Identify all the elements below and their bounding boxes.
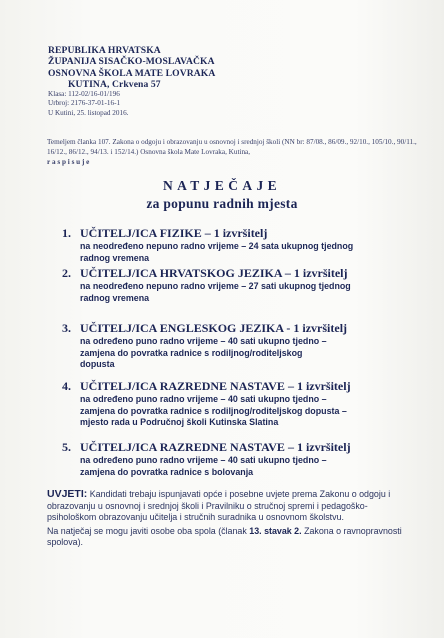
page-subtitle: za popunu radnih mjesta xyxy=(146,196,298,211)
position-number: 2. xyxy=(62,266,71,280)
position-description xyxy=(80,336,422,371)
position-line: na određeno puno radno vrijeme – 40 sati ukupno tjedno – xyxy=(80,455,327,465)
position-heading xyxy=(62,226,422,241)
position-line: zamjena do povratka radnice s rodiljnog/roditeljskog dopusta – xyxy=(80,405,347,416)
position-line: dopusta xyxy=(80,359,115,369)
position-line: na određeno puno radno vrijeme – 40 sati ukupno tjedno – xyxy=(80,336,327,346)
equality-note-suffix: Zakona o ravnopravnosti spolova). xyxy=(47,525,402,547)
position-heading xyxy=(62,379,422,394)
conditions-label: UVJETI: xyxy=(47,488,88,500)
position-line: na neodređeno nepuno radno vrijeme – 27 sati ukupnog tjednog xyxy=(80,281,351,291)
page-title: NATJEČAJE xyxy=(162,178,282,193)
position-description xyxy=(80,241,422,264)
position-line: zamjena do povratka radnice s bolovanja xyxy=(80,466,254,477)
conditions-text: Kandidati trebaju ispunjavati opće i posebne uvjete prema Zakonu o odgoju i obrazovanju u osnovnoj i srednjoj školi i Pravilniku o stručnoj spremi i pedagoško-psihološkom obrazovanju učitelja i stručnih suradnika u osnovnom školstvu. xyxy=(47,489,391,522)
legal-intro xyxy=(47,138,417,167)
header-republic: REPUBLIKA HRVATSKA xyxy=(48,45,161,56)
conditions-section xyxy=(47,489,407,549)
position-item-4 xyxy=(62,379,422,429)
equality-note xyxy=(47,526,407,549)
header-klasa: Klasa: 112-02/16-01/196 xyxy=(48,90,120,99)
position-line: zamjena do povratka radnice s rodiljnog/roditeljskog xyxy=(80,347,303,358)
position-line: radnog vremena xyxy=(80,252,150,263)
equality-note-prefix: Na natječaj se mogu javiti osobe oba spola (članak xyxy=(47,525,247,536)
position-line: na određeno puno radno vrijeme – 40 sati ukupno tjedno – xyxy=(80,394,327,404)
conditions-paragraph xyxy=(47,489,407,524)
position-item-5 xyxy=(62,440,422,478)
header-school: OSNOVNA ŠKOLA MATE LOVRAKA xyxy=(48,67,216,79)
position-heading xyxy=(62,321,422,336)
position-item-2 xyxy=(62,266,422,304)
header-urbroj: Urbroj: 2176-37-01-16-1 xyxy=(48,99,121,108)
position-title: UČITELJ/ICA RAZREDNE NASTAVE – 1 izvršitelj xyxy=(80,379,351,393)
position-title: UČITELJ/ICA RAZREDNE NASTAVE – 1 izvršitelj xyxy=(80,440,351,454)
position-number: 1. xyxy=(62,226,71,240)
position-number: 4. xyxy=(62,379,71,393)
position-item-3 xyxy=(62,321,422,371)
legal-intro-verb: raspisuje xyxy=(47,157,92,166)
position-number: 5. xyxy=(62,440,71,454)
header-address: KUTINA, Crkvena 57 xyxy=(68,78,161,90)
header-date: U Kutini, 25. listopad 2016. xyxy=(48,108,129,117)
letterhead xyxy=(48,45,408,118)
equality-note-ref: 13. stavak 2. xyxy=(249,525,302,536)
position-line: radnog vremena xyxy=(80,292,150,303)
position-line: mjesto rada u Područnoj školi Kutinska Slatina xyxy=(80,417,279,427)
position-title: UČITELJ/ICA FIZIKE – 1 izvršitelj xyxy=(80,226,268,240)
header-county: ŽUPANIJA SISAČKO-MOSLAVAČKA xyxy=(48,56,215,68)
position-item-1 xyxy=(62,226,422,264)
position-description xyxy=(80,455,422,478)
position-heading xyxy=(62,440,422,455)
legal-intro-text: Temeljem članka 107. Zakona o odgoju i obrazovanju u osnovnoj i srednjoj školi (NN br: 87/08., 86/09., 92/10., 105/10., 90/11., 16/12., 86/12., 94/13. i 152/14.) Osnovna škola Mate Lovraka, Kutina, xyxy=(47,138,417,156)
position-number: 3. xyxy=(62,321,71,335)
position-title: UČITELJ/ICA ENGLESKOG JEZIKA - 1 izvršitelj xyxy=(80,321,348,335)
position-description xyxy=(80,394,422,429)
position-title: UČITELJ/ICA HRVATSKOG JEZIKA – 1 izvršitelj xyxy=(80,266,348,280)
position-line: na neodređeno nepuno radno vrijeme – 24 sata ukupnog tjednog xyxy=(80,241,354,251)
position-heading xyxy=(62,266,422,281)
position-description xyxy=(80,281,422,304)
